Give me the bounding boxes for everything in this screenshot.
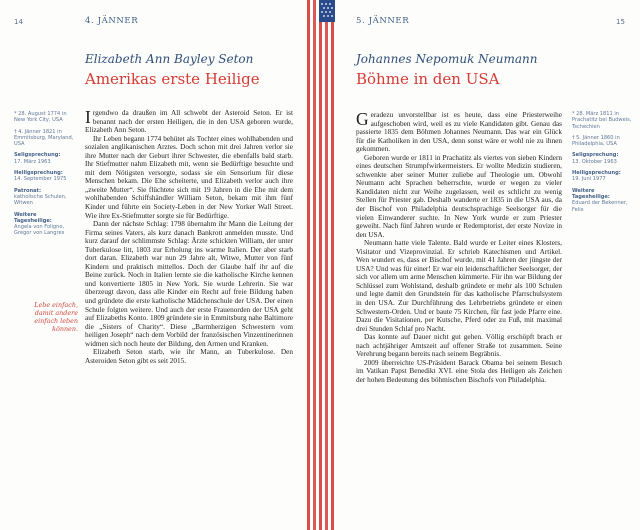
beatification-label: Seligsprechung:: [572, 152, 619, 159]
drop-cap: I: [85, 107, 91, 127]
died-info: † 5. Jänner 1860 in Philadelphia, USA: [572, 134, 620, 148]
saint-name-right: Johannes Nepomuk Neumann: [356, 52, 538, 66]
paragraph: Geradezu unvorstellbar ist es heute, dass eine Priesterweihe aufgeschoben wird, weil es zu viele Kandidaten gibt. Genau das passierte 1835 dem Böhmen Johannes Neumann. Das war ein Glück für die Katholiken in den USA, denn sonst wäre er wohl nie zu ihnen gekommen.: [356, 109, 562, 154]
patron-info: [14, 188, 76, 207]
saint-name-left: Elizabeth Ann Bayley Seton: [85, 52, 254, 66]
paragraph: Irgendwo da draußen im All schwebt der Asteroid Seton. Er ist benannt nach der ersten Heiligen, die in den USA geboren wurde, Elizabeth Ann Seton.: [85, 107, 293, 135]
pull-quote: Lebe einfach, damit andere einfach leben können.: [34, 301, 78, 333]
article-body-left: [85, 109, 293, 365]
paragraph: Elizabeth Seton starb, wie ihr Mann, an Tuberkulose. Den Asteroiden Seton gibt es seit 2015.: [85, 348, 293, 365]
sidebar-left: [14, 111, 76, 242]
beatification-info: [14, 152, 76, 165]
drop-cap: G: [356, 109, 369, 129]
date-header-left: 4. JÄNNER: [85, 16, 139, 26]
right-page: [340, 0, 640, 530]
canonization-info: [14, 170, 76, 183]
canonization-date: 19. Juni 1977: [572, 176, 606, 183]
us-flag-gutter: [305, 0, 335, 530]
canonization-label: Heiligsprechung:: [14, 170, 63, 177]
paragraph: Neumann hatte viele Talente. Bald wurde er Leiter eines Klosters, Visitator und Vizeprovinzial. Er schrieb Katechismen und Artikel. Wen wundert es, dass er Bischof wurde, mit 41 Jahren der jüngste der USA? Und was für einer! Er war ein leidenschaftlicher Seelsorger, der sich vor allem um arme Menschen kümmerte. Für ihn war Bildung der Schlüssel zum Wohlstand, deshalb gründete er mehr als 100 Schulen und legte damit den Grundstein für das katholische Pfarrschulsystem in den USA. Zur Durchführung des Lehrbetriebs gründete er einen Schwestern-Orden. Und er baute 75 Kirchen, für fast jede Pfarre eine. Dazu die Visitationen, per Kutsche, Pferd oder zu Fuß, mit maximal drei Stunden Schlaf pro Nacht.: [356, 239, 562, 333]
canonization-label: Heiligsprechung:: [572, 170, 621, 177]
headline-right: Böhme in den USA: [356, 70, 500, 88]
born-info: * 28. März 1811 in Prachatitz bei Budweis, Tschechien: [572, 111, 632, 130]
beatification-label: Seligsprechung:: [14, 152, 61, 159]
patron-value: katholische Schulen, Witwen: [14, 193, 67, 207]
paragraph: Ihr Leben begann 1774 behütet als Tochter eines wohlhabenden und sozialen anglikanischen Arztes. Doch schon mit drei Jahren verlor sie ihre Mutter nach der Geburt ihrer Schwester, die ebenfalls bald starb. Ihr Stiefmutter nahm Elizabeth mit, wenn sie Bedürftige besuchte und mit dem Nötigsten versorgte, sodass sie ein Sensorium für diese Menschen bekam. Die Ehe scheiterte, und Elizabeth verlor auch ihre „zweite Mutter“. Sie flüchtete sich mit 19 Jahren in die Ehe mit dem wohlhabenden Schiffshändler William Seton, bekam mit ihm fünf Kinder und führte ein Society-Leben in der New Yorker Wall Street. Wie ihre Ex-Stiefmutter sorgte sie für Bedürftige.: [85, 134, 293, 220]
feast-label: Weitere Tagesheilige:: [14, 211, 52, 224]
born-info: * 28. August 1774 in New York City, USA: [14, 111, 67, 124]
flag-canton: [319, 0, 335, 22]
feast-label: Weitere Tagesheilige:: [572, 187, 610, 200]
beatification-info: [572, 152, 634, 165]
page-number-left: 14: [14, 18, 23, 26]
left-page: [0, 0, 300, 530]
feast-info: [572, 188, 634, 213]
headline-left: Amerikas erste Heilige: [85, 70, 260, 88]
page-number-right: 15: [616, 18, 625, 26]
paragraph: 2009 überreichte US-Präsident Barack Obama bei seinem Besuch im Vatikan Papst Benedikt XVI. eine Stola des Heiligen als Zeichen der hohen Bedeutung des böhmischen Bischofs von Philadelphia.: [356, 358, 562, 384]
sidebar-right: [572, 111, 634, 218]
canonization-date: 14. September 1975: [14, 176, 67, 183]
patron-label: Patronat:: [14, 187, 42, 194]
paragraph: Das konnte auf Dauer nicht gut gehen. Völlig erschöpft brach er nach achtjähriger Amtszeit auf offener Straße tot zusammen. Seine Verehrung begann bereits nach seinem Begräbnis.: [356, 333, 562, 359]
paragraph: Dann der nächste Schlag: 1798 übernahm ihr Mann die Leitung der Firma seines Vaters, als kurz danach Bankrott anmelden musste. Und kurz darauf der schlimmste Schlag: Ärzte schickten William, der unter Tuberkulose litt, 1803 zur Erholung ins warme Italien. Der aber starb dort daran. Elizabeth war nun 29 Jahre alt, Witwe, Mutter von fünf Kindern und praktisch mittellos. Doch der Glaube half ihr auf die Beine zurück. Noch in Italien lernte sie die katholische Kirche kennen und konvertierte 1805 in New York. Sie wurde Lehrerin. Sie war überzeugt davon, dass alle Kinder ein Recht auf freie Bildung haben und gründete die erste katholische Mädchenschule der USA. Der einen Schule folgten weitere. Und auch der erste Frauenorden der USA geht auf Elizabeths Konto. 1809 gründete sie in Emmitsburg nahe Baltimore die „Sisters of Charity“. Diese „Barmherzigen Schwestern vom heiligen Joseph“ nach dem Vorbild der französischen Vinzentinerinnen widmen sich noch heute der Bildung, den Armen und Kranken.: [85, 220, 293, 348]
feast-value: Angela von Foligno, Gregor von Langres: [14, 224, 65, 237]
canonization-info: [572, 170, 634, 183]
died-info: † 4. Jänner 1821 in Emmitsburg, Maryland, USA: [14, 128, 74, 148]
beatification-date: 13. Oktober 1963: [572, 158, 617, 165]
feast-value: Eduard der Bekenner, Felix: [572, 200, 628, 213]
article-body-right: [356, 111, 562, 385]
date-header-right: 5. JÄNNER: [356, 16, 410, 26]
paragraph: Geboren wurde er 1811 in Prachatitz als viertes von sieben Kindern eines deutschen Strumpfwirkermeisters. Er wollte Medizin studieren, schwenkte aber seiner Mutter zuliebe auf Theologie um. Obwohl Neumann acht Sprachen beherrschte, wurde er wegen zu vieler Kandidaten nicht zur Weihe zugelassen, weil es schlicht zu wenig Stellen für Priester gab. Deshalb wanderte er 1835 in die USA aus, da der Bischof von Philadelphia deutschsprachige Seelsorger für die vielen Einwanderer suchte. In New York wurde er zum Priester geweiht. Nach fünf Jahren wurde er Redemptorist, der erste Novize in den USA.: [356, 153, 562, 239]
feast-info: [14, 212, 76, 237]
beatification-date: 17. März 1963: [14, 158, 51, 165]
